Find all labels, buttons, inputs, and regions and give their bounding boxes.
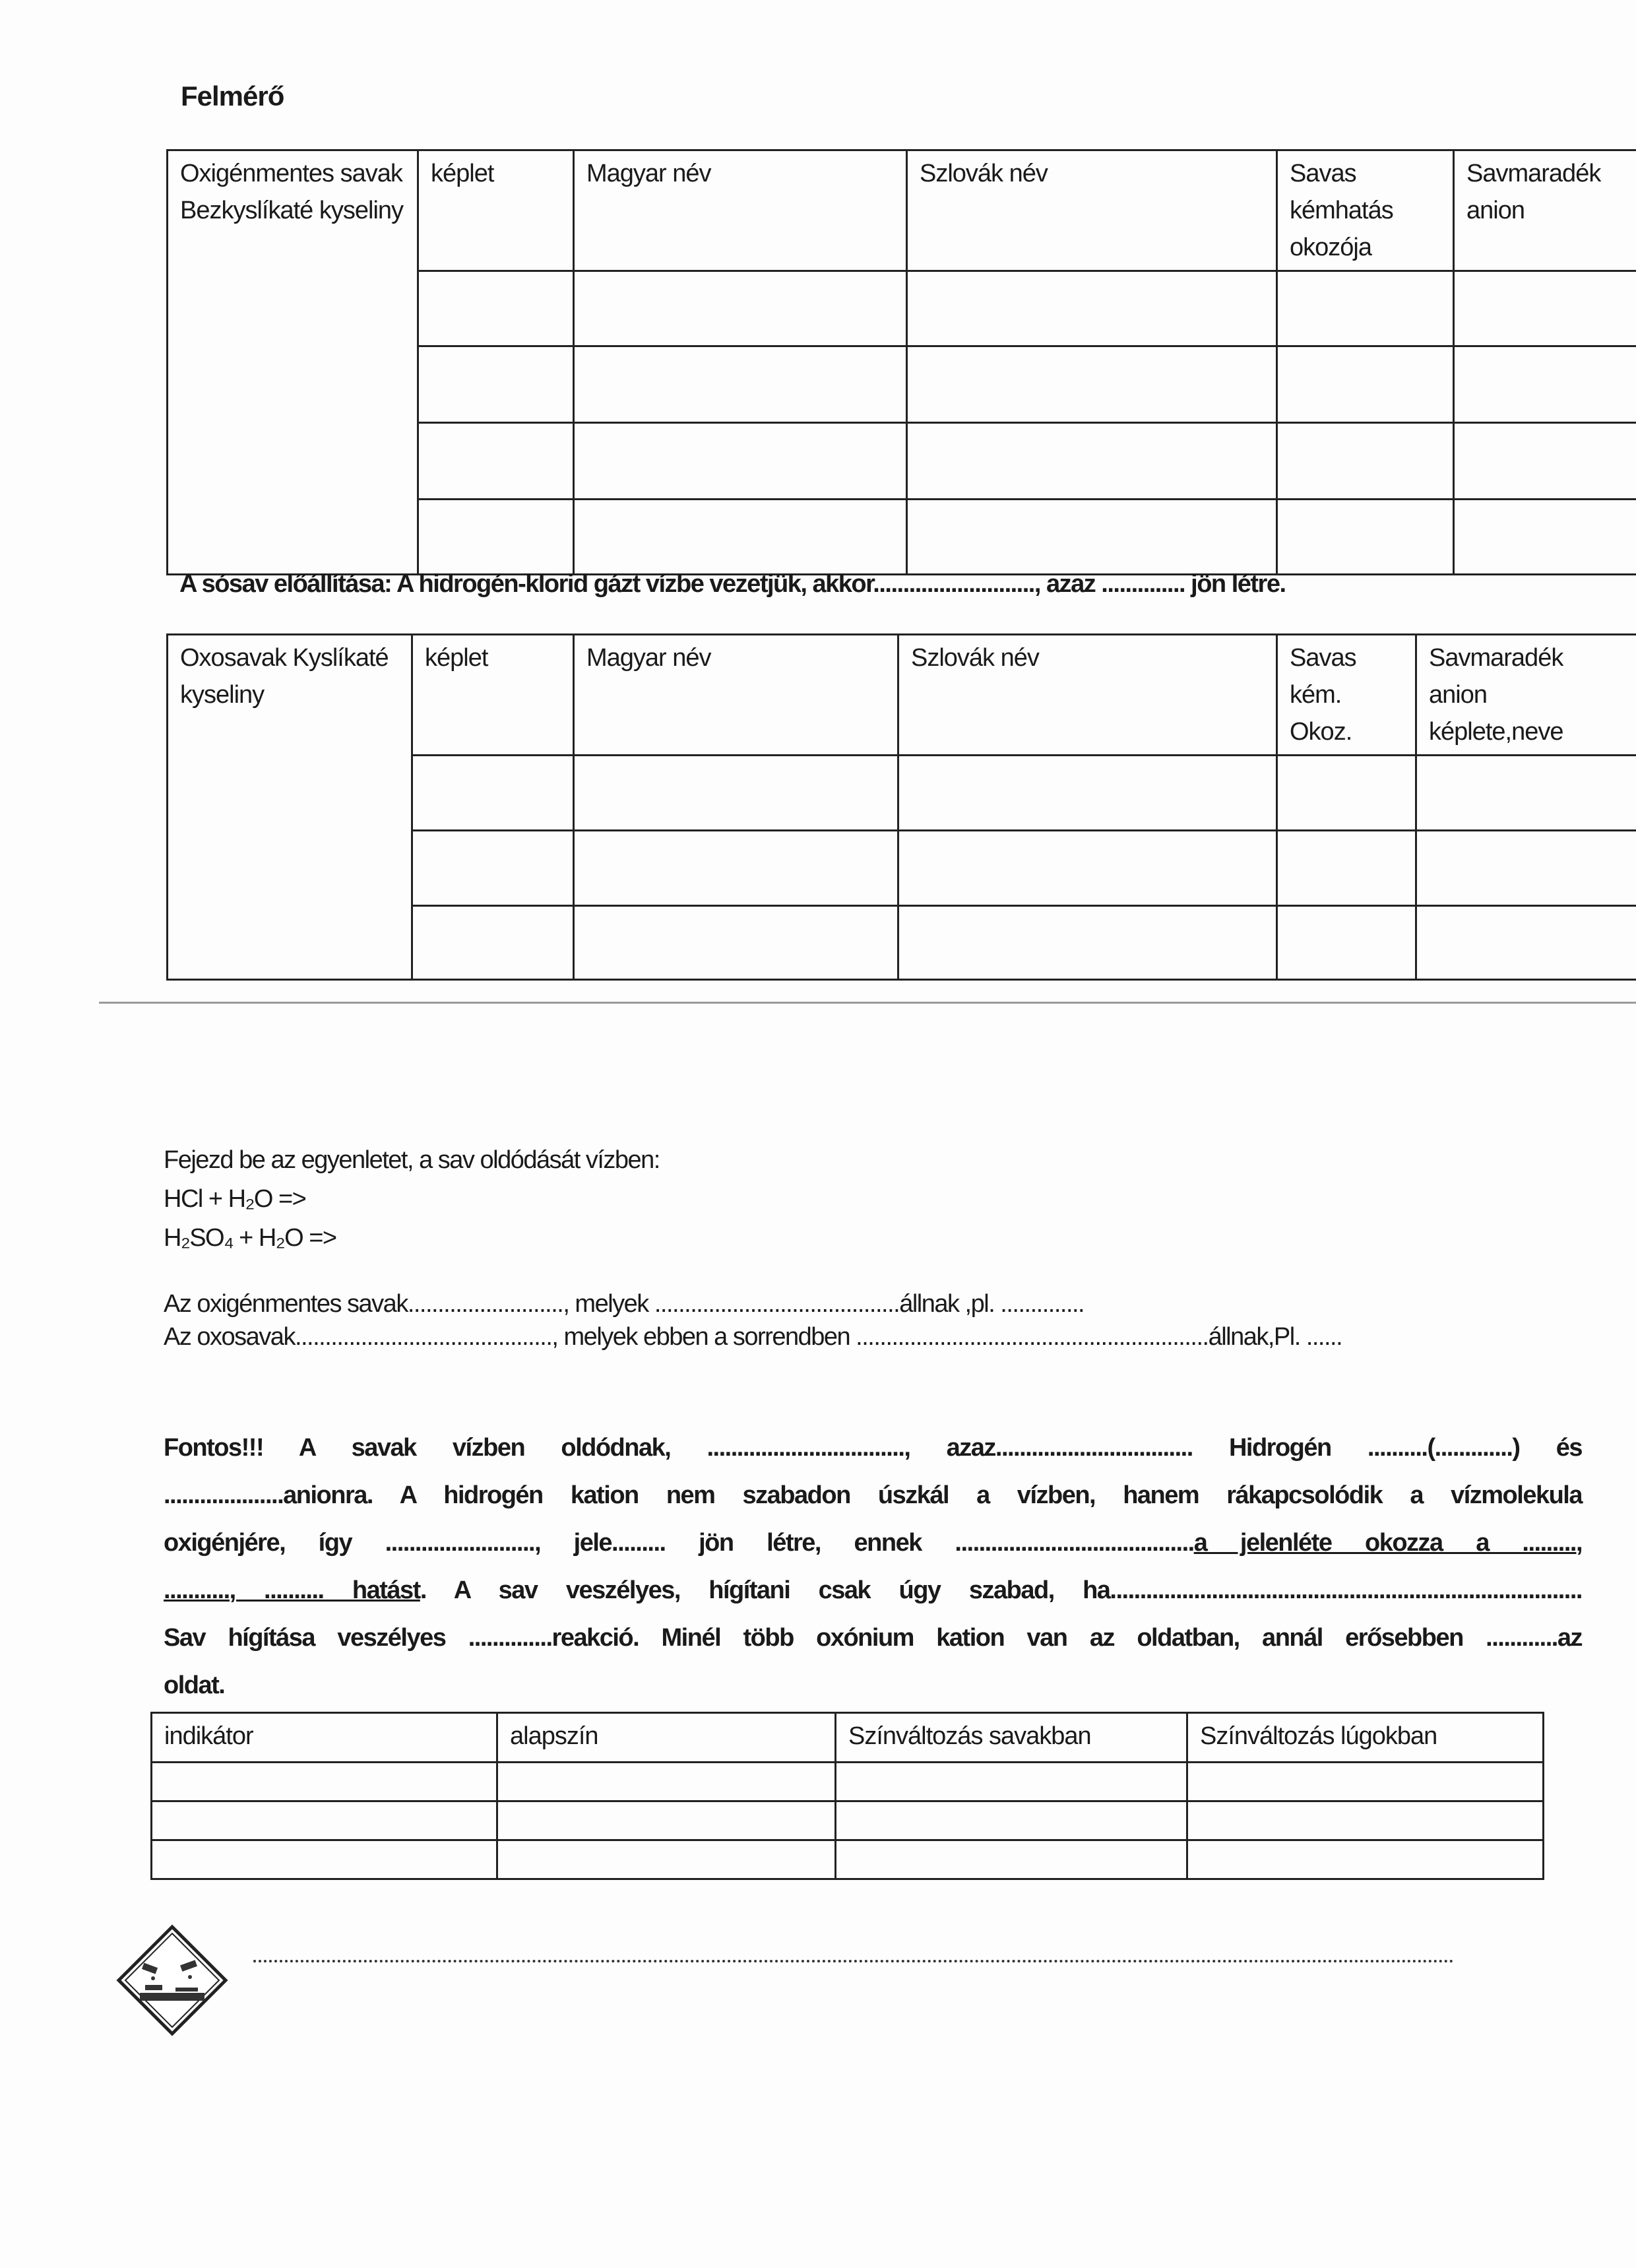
oxoacids-table: [166, 633, 1636, 981]
table-cell[interactable]: [418, 346, 574, 423]
table-cell[interactable]: [497, 1840, 836, 1879]
indicator-table: [150, 1712, 1544, 1880]
header-hungarian-name: Magyar név: [574, 635, 898, 756]
table-cell[interactable]: [1454, 271, 1636, 346]
table-cell[interactable]: [907, 346, 1277, 423]
table-cell[interactable]: [152, 1840, 497, 1879]
equation-h2so4: H₂SO₄ + H₂O =>: [164, 1224, 336, 1252]
table-cell[interactable]: [1277, 346, 1454, 423]
table-cell[interactable]: [1416, 831, 1636, 906]
paragraph-line: ....................anionra. A hidrogén kation nem szabadon úszkál a vízben, hanem rákapcsolódik a vízmolekula: [164, 1481, 1582, 1509]
table-cell[interactable]: [836, 1801, 1187, 1840]
fill-line-oxygen-free: Az oxigénmentes savak.........................., melyek .........................................állnak ,pl. ..............: [164, 1290, 1085, 1318]
table-cell[interactable]: [412, 906, 574, 980]
table-cell[interactable]: [1277, 500, 1454, 575]
header-base-color: alapszín: [497, 1713, 836, 1763]
table-cell[interactable]: [1277, 423, 1454, 500]
header-slovak-name: Szlovák név: [907, 150, 1277, 271]
table-cell[interactable]: [1416, 906, 1636, 980]
table-cell[interactable]: [574, 756, 898, 831]
table-cell[interactable]: [1187, 1763, 1544, 1801]
header-formula: képlet: [418, 150, 574, 271]
page-divider: [99, 1002, 1636, 1004]
table-cell[interactable]: [152, 1763, 497, 1801]
table-cell[interactable]: [898, 756, 1277, 831]
corrosive-hazard-icon: [116, 1924, 228, 2036]
table-cell[interactable]: [574, 271, 907, 346]
paragraph-text: oxigénjére, így ........................., jele......... jön létre, ennek ........................................: [164, 1529, 1194, 1557]
oxygen-free-acids-table: [166, 149, 1636, 575]
header-hungarian-name: Magyar név: [574, 150, 907, 271]
table-cell[interactable]: [1454, 346, 1636, 423]
table-cell[interactable]: [1454, 423, 1636, 500]
paragraph-line: oldat.: [164, 1671, 225, 1699]
table-cell[interactable]: [412, 756, 574, 831]
table-cell[interactable]: [497, 1801, 836, 1840]
table-cell[interactable]: [497, 1763, 836, 1801]
header-anion: Savmaradék anion képlete,neve: [1416, 635, 1636, 756]
paragraph-line: [164, 1519, 1582, 1567]
table-cell[interactable]: [574, 906, 898, 980]
underlined-text: ..........., .......... hatást: [164, 1576, 420, 1604]
table-cell[interactable]: [418, 500, 574, 575]
underlined-text: a jelenléte okozza a .........,: [1193, 1529, 1582, 1557]
table-cell[interactable]: [1416, 756, 1636, 831]
table-cell[interactable]: [1277, 906, 1416, 980]
header-slovak-name: Szlovák név: [898, 635, 1277, 756]
table-cell[interactable]: [907, 271, 1277, 346]
table-cell[interactable]: [1187, 1801, 1544, 1840]
equation-hcl: HCl + H₂O =>: [164, 1185, 306, 1213]
header-base-color-change: Színváltozás lúgokban: [1187, 1713, 1544, 1763]
paragraph-text: . A sav veszélyes, hígítani csak úgy szabad, ha...............................................................................: [420, 1576, 1582, 1604]
paragraph-line: Sav hígítása veszélyes ..............reakció. Minél több oxónium kation van az oldatban, annál erősebben ............az: [164, 1624, 1582, 1652]
header-acidic-cause: Savas kémhatás okozója: [1277, 150, 1454, 271]
table-cell[interactable]: [907, 423, 1277, 500]
table-cell[interactable]: [1187, 1840, 1544, 1879]
table-cell[interactable]: [574, 346, 907, 423]
table-cell[interactable]: [574, 500, 907, 575]
table-cell[interactable]: [418, 423, 574, 500]
header-formula: képlet: [412, 635, 574, 756]
paragraph-line: Fontos!!! A savak vízben oldódnak, ................................., azaz................................. Hidrogén ..........(.............) és: [164, 1434, 1582, 1462]
table-cell[interactable]: [152, 1801, 497, 1840]
table-cell[interactable]: [1454, 500, 1636, 575]
table-cell[interactable]: [1277, 271, 1454, 346]
table-cell[interactable]: [418, 271, 574, 346]
table-cell[interactable]: [574, 831, 898, 906]
hcl-production-sentence: A sósav előállítása: A hidrogén-klorid gázt vízbe vezetjük, akkor..........................., azaz .............. jön létre.: [179, 570, 1286, 598]
table-cell[interactable]: [898, 906, 1277, 980]
header-category: Oxosavak Kyslíkaté kyseliny: [168, 635, 412, 980]
header-anion: Savmaradék anion: [1454, 150, 1636, 271]
answer-dotted-line[interactable]: [253, 1960, 1454, 1962]
header-category: Oxigénmentes savak Bezkyslíkaté kyseliny: [168, 150, 418, 575]
header-acid-color-change: Színváltozás savakban: [836, 1713, 1187, 1763]
fill-line-oxoacids: Az oxosavak..........................................., melyek ebben a sorrendben ...........................................................állnak,Pl. ......: [164, 1323, 1342, 1351]
table-cell[interactable]: [907, 500, 1277, 575]
table-cell[interactable]: [1277, 756, 1416, 831]
table-cell[interactable]: [1277, 831, 1416, 906]
important-paragraph: [164, 1424, 1582, 1709]
table-cell[interactable]: [836, 1840, 1187, 1879]
table-cell[interactable]: [412, 831, 574, 906]
table-cell[interactable]: [836, 1763, 1187, 1801]
equation-instruction: Fejezd be az egyenletet, a sav oldódását vízben:: [164, 1146, 660, 1174]
paragraph-line: [164, 1567, 1582, 1614]
table-cell[interactable]: [898, 831, 1277, 906]
header-acidic-cause: Savas kém. Okoz.: [1277, 635, 1416, 756]
table-cell[interactable]: [574, 423, 907, 500]
header-indicator: indikátor: [152, 1713, 497, 1763]
page-title: Felmérő: [181, 81, 284, 112]
